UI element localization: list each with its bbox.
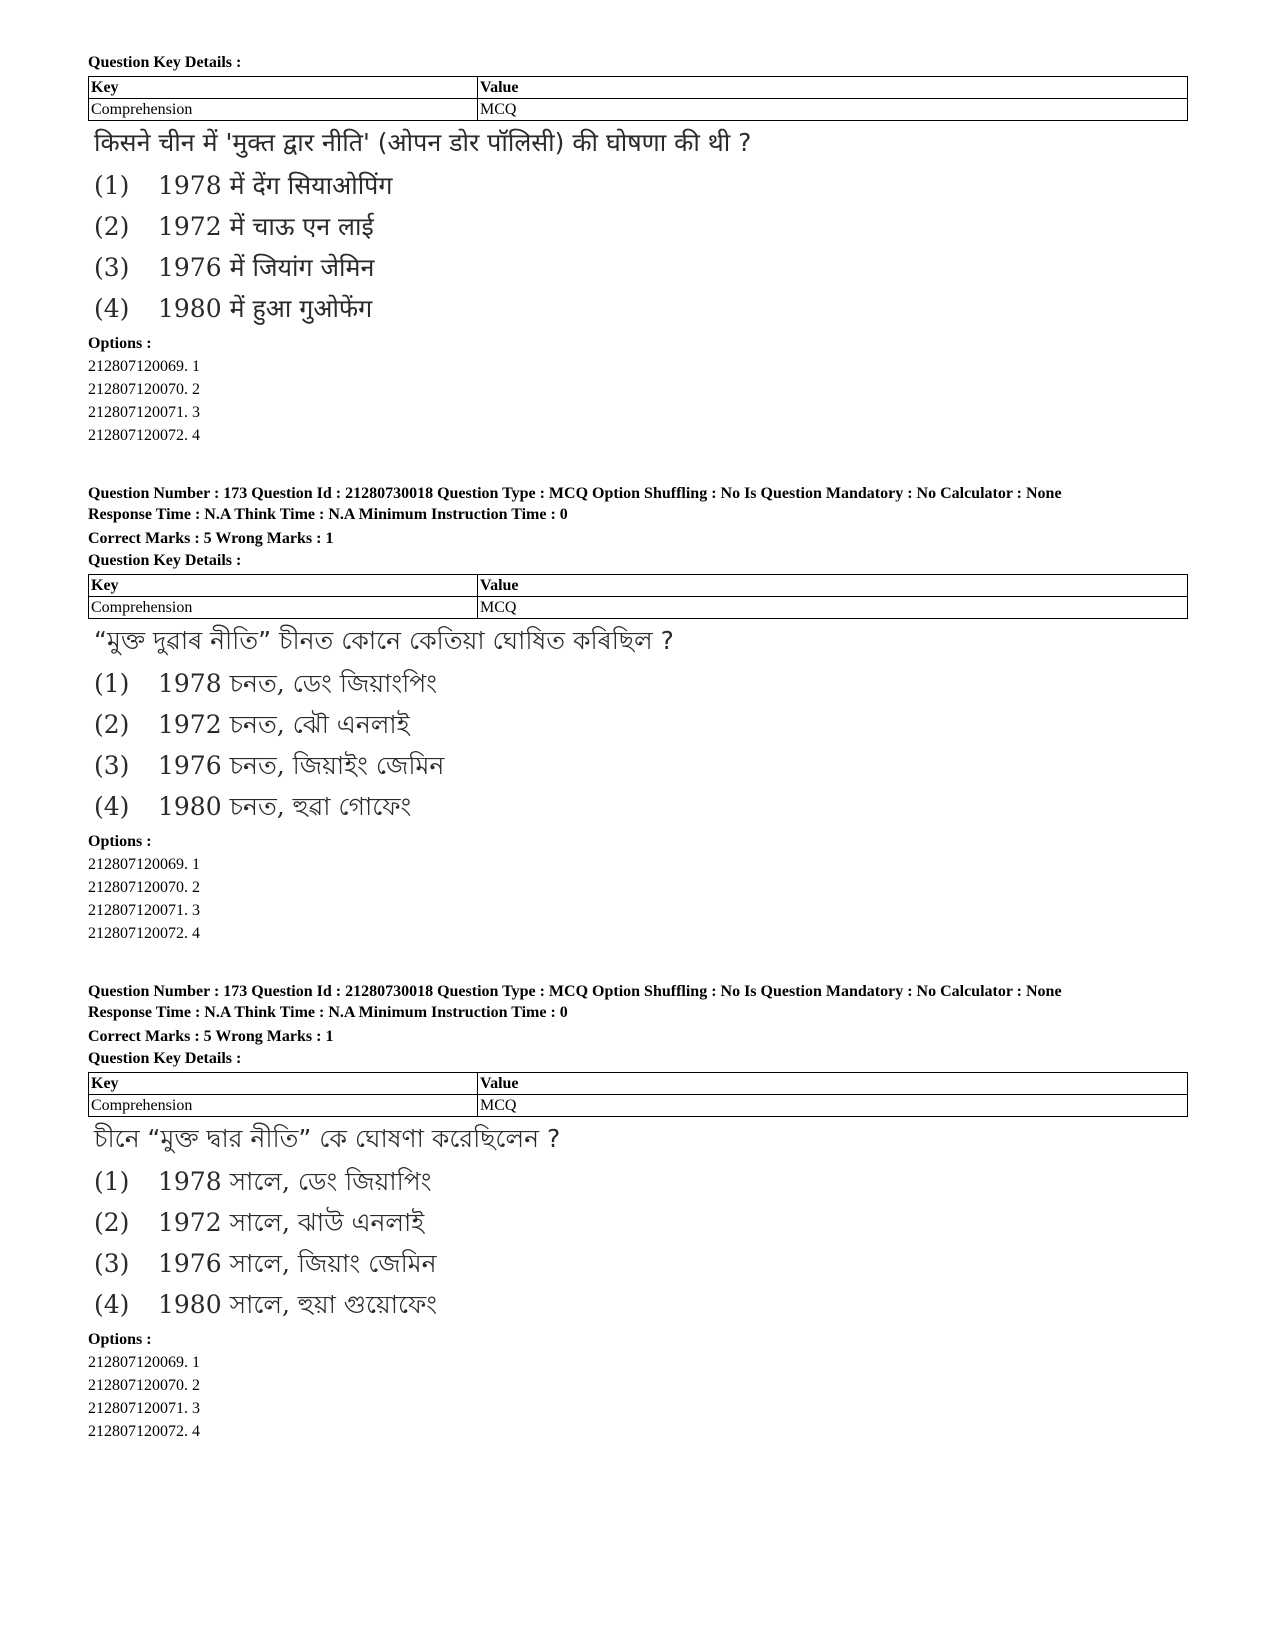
- meta-line: Question Number : 173 Question Id : 21280730018 Question Type : MCQ Option Shuffling : No Is Question Mandatory : No Calculator : None: [88, 983, 1062, 1000]
- question-image: [94, 1123, 1188, 1325]
- choice-item: [94, 206, 1188, 247]
- question-block: [88, 52, 1188, 447]
- choice-item: [94, 288, 1188, 329]
- option-line: 212807120071. 3: [88, 404, 200, 421]
- choice-number: (3): [94, 750, 130, 780]
- choice-item: [94, 247, 1188, 288]
- option-line: 212807120070. 2: [88, 381, 200, 398]
- option-line: 212807120071. 3: [88, 902, 200, 919]
- choice-item: [94, 1243, 1188, 1284]
- choice-item: [94, 1161, 1188, 1202]
- choice-text: 1976 সালে, জিয়াং জেমিন: [158, 1248, 437, 1278]
- option-line: 212807120071. 3: [88, 1400, 200, 1417]
- key-header: Key: [89, 1073, 478, 1095]
- choice-text: 1978 চনত, ডেং জিয়াংপিং: [158, 668, 438, 698]
- option-line: 212807120072. 4: [88, 925, 200, 942]
- value-cell: MCQ: [478, 597, 1188, 619]
- choice-text: 1980 চনত, হুৱা গোফেং: [158, 791, 412, 821]
- choice-number: (4): [94, 791, 130, 821]
- key-header: Key: [89, 575, 478, 597]
- choice-item: [94, 663, 1188, 704]
- marks-line: Correct Marks : 5 Wrong Marks : 1: [88, 530, 334, 547]
- choice-number: (2): [94, 211, 130, 241]
- choice-number: (1): [94, 170, 130, 200]
- choice-text: 1978 में देंग सियाओपिंग: [158, 170, 393, 200]
- choice-text: 1980 সালে, হুয়া গুয়োফেং: [158, 1289, 438, 1319]
- option-line: 212807120069. 1: [88, 358, 200, 375]
- choice-item: [94, 1202, 1188, 1243]
- key-header: Key: [89, 77, 478, 99]
- option-line: 212807120069. 1: [88, 1354, 200, 1371]
- question-text: চীনে “মুক্ত দ্বার নীতি” কে ঘোষণা করেছিলেন ?: [94, 1124, 561, 1153]
- meta-line: Response Time : N.A Think Time : N.A Minimum Instruction Time : 0: [88, 506, 568, 523]
- choice-text: 1972 সালে, ঝাউ এনলাই: [158, 1207, 425, 1237]
- value-header: Value: [478, 1073, 1188, 1095]
- question-block: [88, 483, 1188, 945]
- key-cell: Comprehension: [89, 1095, 478, 1117]
- document-page: [88, 52, 1188, 1443]
- options-label: Options :: [88, 335, 152, 352]
- meta-line: Question Number : 173 Question Id : 21280730018 Question Type : MCQ Option Shuffling : No Is Question Mandatory : No Calculator : None: [88, 485, 1062, 502]
- options-label: Options :: [88, 833, 152, 850]
- choice-text: 1972 চনত, ঝৌ এনলাই: [158, 709, 410, 739]
- value-header: Value: [478, 575, 1188, 597]
- option-line: 212807120072. 4: [88, 427, 200, 444]
- key-details-label: Question Key Details :: [88, 54, 242, 71]
- choice-text: 1980 में हुआ गुओफेंग: [158, 293, 373, 323]
- option-line: 212807120072. 4: [88, 1423, 200, 1440]
- value-cell: MCQ: [478, 99, 1188, 121]
- question-meta: [88, 483, 1188, 525]
- choice-item: [94, 1284, 1188, 1325]
- option-line: 212807120070. 2: [88, 879, 200, 896]
- key-value-table: [88, 1072, 1188, 1117]
- table-row: [89, 1095, 1188, 1117]
- question-text: “মুক্ত দুৱাৰ নীতি” চীনত কোনে কেতিয়া ঘোষিত কৰিছিল ?: [94, 626, 674, 655]
- question-text: किसने चीन में 'मुक्त द्वार नीति' (ओपन डोर पॉलिसी) की घोषणा की थी ?: [94, 128, 752, 157]
- choice-item: [94, 786, 1188, 827]
- question-block: [88, 981, 1188, 1443]
- choice-number: (1): [94, 668, 130, 698]
- choice-number: (3): [94, 1248, 130, 1278]
- choice-text: 1978 সালে, ডেং জিয়াপিং: [158, 1166, 432, 1196]
- question-image: [94, 625, 1188, 827]
- table-row: [89, 597, 1188, 619]
- value-header: Value: [478, 77, 1188, 99]
- choice-text: 1976 চনত, জিয়াইং জেমিন: [158, 750, 445, 780]
- choice-number: (4): [94, 1289, 130, 1319]
- choice-number: (3): [94, 252, 130, 282]
- choice-number: (4): [94, 293, 130, 323]
- choice-item: [94, 745, 1188, 786]
- key-cell: Comprehension: [89, 597, 478, 619]
- choice-item: [94, 165, 1188, 206]
- choice-item: [94, 704, 1188, 745]
- key-details-label: Question Key Details :: [88, 1050, 242, 1067]
- table-header-row: [89, 1073, 1188, 1095]
- question-image: [94, 127, 1188, 329]
- option-line: 212807120070. 2: [88, 1377, 200, 1394]
- choice-text: 1976 में जियांग जेमिन: [158, 252, 375, 282]
- choice-number: (2): [94, 709, 130, 739]
- value-cell: MCQ: [478, 1095, 1188, 1117]
- key-details-label: Question Key Details :: [88, 552, 242, 569]
- table-row: [89, 99, 1188, 121]
- option-line: 212807120069. 1: [88, 856, 200, 873]
- table-header-row: [89, 77, 1188, 99]
- choice-text: 1972 में चाऊ एन लाई: [158, 211, 374, 241]
- choice-number: (2): [94, 1207, 130, 1237]
- marks-line: Correct Marks : 5 Wrong Marks : 1: [88, 1028, 334, 1045]
- key-cell: Comprehension: [89, 99, 478, 121]
- choice-number: (1): [94, 1166, 130, 1196]
- options-label: Options :: [88, 1331, 152, 1348]
- key-value-table: [88, 574, 1188, 619]
- table-header-row: [89, 575, 1188, 597]
- question-meta: [88, 981, 1188, 1023]
- meta-line: Response Time : N.A Think Time : N.A Minimum Instruction Time : 0: [88, 1004, 568, 1021]
- key-value-table: [88, 76, 1188, 121]
